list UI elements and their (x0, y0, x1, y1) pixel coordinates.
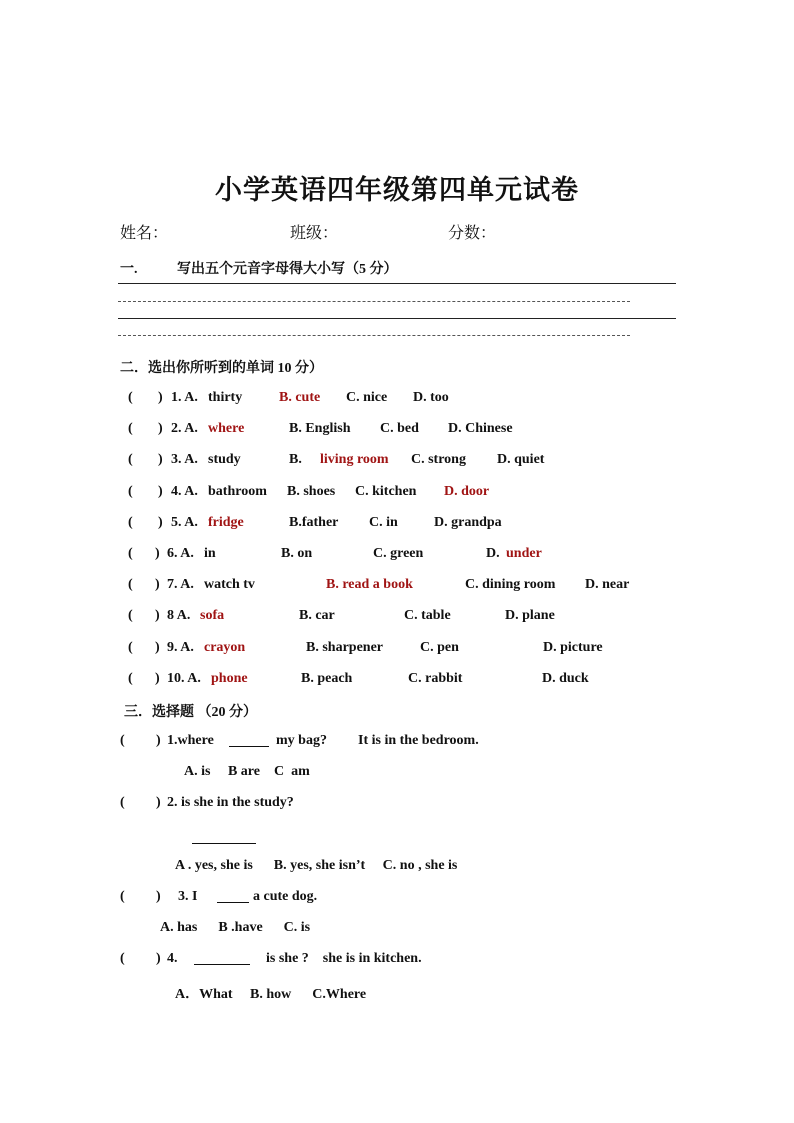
question-number: 8 A. (167, 608, 191, 623)
answer-paren-open[interactable]: ( (128, 390, 133, 405)
answer-paren-open[interactable]: ( (128, 452, 133, 467)
dashed-line (118, 296, 630, 302)
writing-line (118, 283, 676, 284)
option-d: D. too (413, 390, 449, 405)
answer-blank[interactable] (194, 951, 250, 965)
answer-paren-open[interactable]: ( (120, 889, 125, 904)
answer-paren-close: ) (158, 421, 163, 436)
option-d: D. duck (542, 671, 589, 686)
answer-paren-open[interactable]: ( (128, 608, 133, 623)
question-text-end: is she ? she is in kitchen. (266, 951, 422, 966)
answer-paren-open[interactable]: ( (120, 733, 125, 748)
answer-paren-close: ) (155, 640, 160, 655)
answer-paren-open[interactable]: ( (128, 515, 133, 530)
option-a: bathroom (208, 484, 267, 499)
page-title: 小学英语四年级第四单元试卷 (215, 175, 579, 205)
answer-paren-open[interactable]: ( (128, 421, 133, 436)
answer-blank[interactable] (229, 733, 269, 747)
answer-paren-open[interactable]: ( (128, 546, 133, 561)
answer-paren-close: ) (156, 951, 161, 966)
options: A . yes, she is B. yes, she isn’t C. no , she is (175, 858, 458, 873)
section3-heading: 三．选择题 （20 分） (124, 705, 257, 720)
question-text: 2. is she in the study? (167, 795, 294, 810)
dashed-line (118, 330, 630, 336)
option-d: D. Chinese (448, 421, 513, 436)
option-b: B. peach (301, 671, 353, 686)
option-d-label: D. (486, 546, 500, 561)
question-number: 10. A. (167, 671, 201, 686)
answer-paren-open[interactable]: ( (120, 795, 125, 810)
answer-paren-open[interactable]: ( (120, 951, 125, 966)
question-number: 4. A. (171, 484, 198, 499)
question-number: 9. A. (167, 640, 194, 655)
option-a: sofa (200, 608, 225, 623)
option-c: C. in (369, 515, 398, 530)
answer-paren-close: ) (158, 390, 163, 405)
option-b: B. shoes (287, 484, 336, 499)
question-text-end: a cute dog. (253, 889, 318, 904)
options: A. is B are C am (184, 764, 310, 779)
option-a: where (208, 421, 245, 436)
question-number: 5. A. (171, 515, 198, 530)
option-c: C. dining room (465, 577, 556, 592)
answer-blank[interactable] (192, 830, 256, 844)
option-c: C. pen (420, 640, 459, 655)
question-number: 6. A. (167, 546, 194, 561)
question-text-end: my bag? (276, 733, 327, 748)
answer-paren-close: ) (155, 577, 160, 592)
option-a: fridge (208, 515, 244, 530)
answer-paren-close: ) (155, 671, 160, 686)
option-a: thirty (208, 390, 243, 405)
answer-paren-close: ) (156, 889, 161, 904)
option-a: study (208, 452, 241, 467)
class-label: 班级： (290, 225, 339, 242)
option-b: B. cute (279, 390, 321, 405)
option-b: B. English (289, 421, 351, 436)
option-c: C. nice (346, 390, 388, 405)
option-a: in (204, 546, 216, 561)
option-b: B. car (299, 608, 335, 623)
option-c: C. table (404, 608, 451, 623)
answer-paren-close: ) (158, 452, 163, 467)
score-label: 分数： (448, 225, 497, 242)
answer-blank[interactable] (217, 889, 249, 903)
answer-paren-close: ) (155, 608, 160, 623)
question-number: 7. A. (167, 577, 194, 592)
option-c: C. strong (411, 452, 466, 467)
answer-paren-open[interactable]: ( (128, 640, 133, 655)
answer-paren-open[interactable]: ( (128, 671, 133, 686)
answer-paren-open[interactable]: ( (128, 577, 133, 592)
answer-paren-close: ) (155, 546, 160, 561)
option-c: C. rabbit (408, 671, 463, 686)
writing-line (118, 318, 676, 319)
question-text: 4. (167, 951, 178, 966)
question-text: 1.where (167, 733, 214, 748)
answer-paren-close: ) (156, 733, 161, 748)
answer-paren-open[interactable]: ( (128, 484, 133, 499)
option-d: under (506, 546, 542, 561)
section2-heading: 二．选出你所听到的单词 10 分） (120, 361, 323, 376)
option-b: B.father (289, 515, 339, 530)
answer-paren-close: ) (158, 484, 163, 499)
question-text: 3. I (178, 889, 198, 904)
answer-paren-close: ) (156, 795, 161, 810)
option-a: phone (211, 671, 248, 686)
options: A. has B .have C. is (160, 920, 311, 935)
option-d: D. near (585, 577, 630, 592)
name-label: 姓名： (120, 225, 169, 242)
option-d: D. picture (543, 640, 603, 655)
option-b: B. sharpener (306, 640, 383, 655)
option-d: D. plane (505, 608, 555, 623)
option-a: crayon (204, 640, 246, 655)
option-c: C. green (373, 546, 424, 561)
answer-paren-close: ) (158, 515, 163, 530)
answer-sentence: It is in the bedroom. (358, 733, 479, 748)
option-d: D. quiet (497, 452, 545, 467)
option-b: B. on (281, 546, 313, 561)
option-d: D. door (444, 484, 490, 499)
question-number: 2. A. (171, 421, 198, 436)
section1-heading: 写出五个元音字母得大小写（5 分） (177, 262, 398, 277)
option-c: C. kitchen (355, 484, 417, 499)
option-d: D. grandpa (434, 515, 502, 530)
option-c: C. bed (380, 421, 419, 436)
question-number: 1. A. (171, 390, 198, 405)
question-number: 3. A. (171, 452, 198, 467)
option-b-label: B. (289, 452, 302, 467)
option-a: watch tv (204, 577, 255, 592)
option-b: living room (320, 452, 389, 467)
options: A．What B. how C.Where (175, 987, 367, 1002)
section1-number: 一. (120, 262, 138, 277)
option-b: B. read a book (326, 577, 413, 592)
